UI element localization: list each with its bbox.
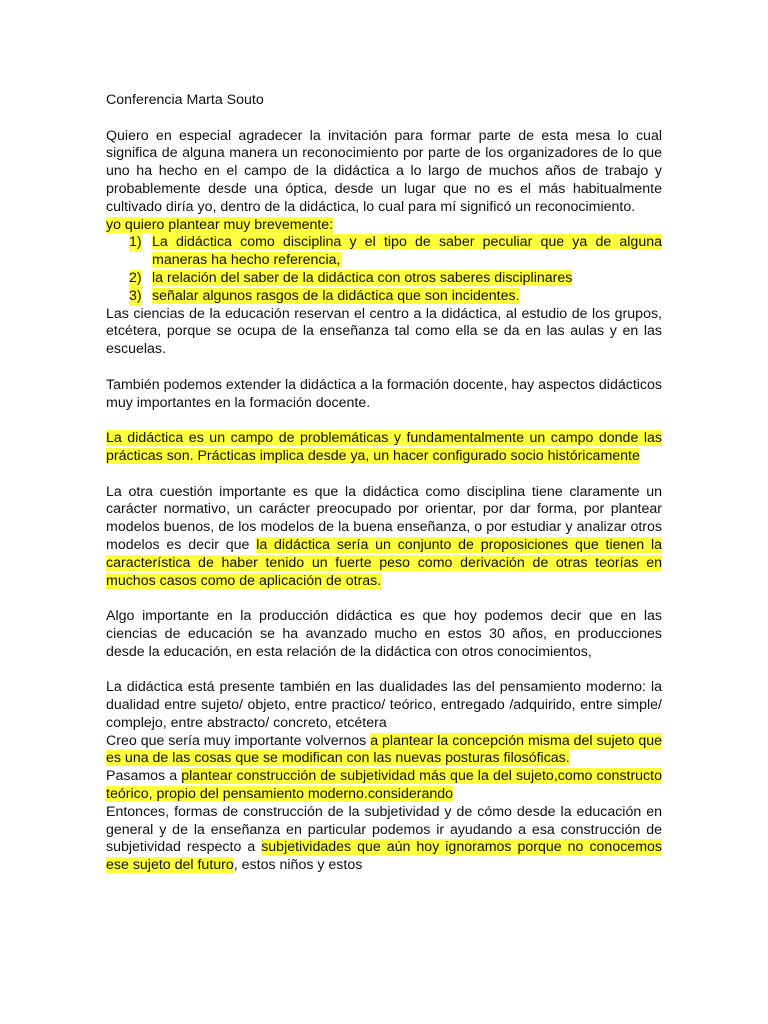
paragraph-ciencias: Las ciencias de la educación reservan el centro a la didáctica, al estudio de los grupos, etcétera, porque se ocupa de la enseñanza tal como ella se da en las aulas y en las escuelas.: [106, 305, 662, 358]
list-number: 2): [129, 269, 142, 286]
list-text: La didáctica como disciplina y el tipo de saber peculiar que ya de alguna maneras ha hecho referencia,: [152, 234, 662, 269]
highlight-sujeto: a plantear la concepción misma del sujeto que es una de las cosas que se modifican con las nuevas posturas filosóficas.: [106, 732, 663, 767]
paragraph-dualidades: La didáctica está presente también en las dualidades las del pensamiento moderno: la dualidad entre sujeto/ objeto, entre practico/ teórico, entregado /adquirido, entre simple/ complejo, entre abstracto/ concreto, etcétera: [106, 679, 662, 731]
highlight-plan: yo quiero plantear muy brevemente:: [106, 216, 334, 233]
highlight-campo: La didáctica es un campo de problemáticas y fundamentalmente un campo donde las prácticas son. Prácticas implica desde ya, un hacer configurado socio históricamente: [106, 430, 662, 464]
numbered-list: [106, 234, 662, 305]
paragraph-futuro: [106, 804, 662, 875]
spacer: [106, 662, 662, 680]
text-pasamos: Pasamos a: [106, 768, 182, 785]
document-page: [106, 92, 662, 875]
highlight-futuro: subjetividades que aún hoy ignoramos porque no conocemos ese sujeto del futuro: [106, 839, 662, 874]
list-number: 1): [129, 234, 142, 251]
list-text: la relación del saber de la didáctica con otros saberes disciplinares: [152, 269, 573, 286]
text-creo: Creo que sería muy importante volvernos: [106, 732, 371, 749]
list-text: señalar algunos rasgos de la didáctica que son incidentes.: [152, 287, 520, 304]
list-item: [106, 270, 662, 288]
paragraph-produccion: Algo importante en la producción didáctica es que hoy podemos decir que en las ciencias de educación se ha avanzado mucho en estos 30 años, en producciones desde la educación, en esta relación de la didáctica con otros conocimientos,: [106, 608, 662, 660]
list-item: [106, 288, 662, 306]
spacer: [106, 412, 662, 430]
spacer: [106, 110, 662, 128]
text-entonces: Entonces, formas de construcción de la subjetividad y de cómo desde la educación en general y de la enseñanza en particular podemos ir ayudando a esa construcción de subjetividad respecto a: [106, 803, 662, 856]
paragraph-subjetividad: [106, 768, 662, 804]
highlight-proposiciones: la didáctica sería un conjunto de proposiciones que tienen la característica de haber tenido un fuerte peso como derivación de otras teorías en muchos casos como de aplicación de otras.: [106, 536, 662, 589]
paragraph-campo: [106, 430, 662, 466]
spacer: [106, 466, 662, 484]
spacer: [106, 590, 662, 608]
paragraph-intro: Quiero en especial agradecer la invitación para formar parte de esta mesa lo cual significa de alguna manera un reconocimiento por parte de los organizadores de lo que uno ha hecho en el campo de la didáctica a lo largo de muchos años de trabajo y probablemente desde una óptica, desde un lugar que no es el más habitualmente cultivado diría yo, dentro de la didáctica, lo cual para mí significó un reconocimiento.: [106, 127, 662, 215]
paragraph-formacion: También podemos extender la didáctica a la formación docente, hay aspectos didácticos muy importantes en la formación docente.: [106, 376, 662, 411]
list-number: 3): [129, 287, 142, 304]
text-normativo: La otra cuestión importante es que la didáctica como disciplina tiene claramente un carácter normativo, un carácter preocupado por orientar, por dar forma, por plantear modelos buenos, de los modelos de la buena enseñanza, o por estudiar y analizar otros modelos es decir que: [106, 483, 662, 553]
paragraph-sujeto: [106, 733, 662, 769]
document-title: Conferencia Marta Souto: [106, 92, 264, 108]
spacer: [106, 359, 662, 377]
paragraph-plan: [106, 217, 662, 235]
list-item: [106, 234, 662, 270]
highlight-subjetividad: plantear construcción de subjetividad más que la del sujeto,como constructo teórico, propio del pensamiento moderno.considerando: [106, 768, 662, 803]
paragraph-normativo: [106, 484, 662, 591]
text-tail: , estos niños y estos: [233, 857, 363, 874]
